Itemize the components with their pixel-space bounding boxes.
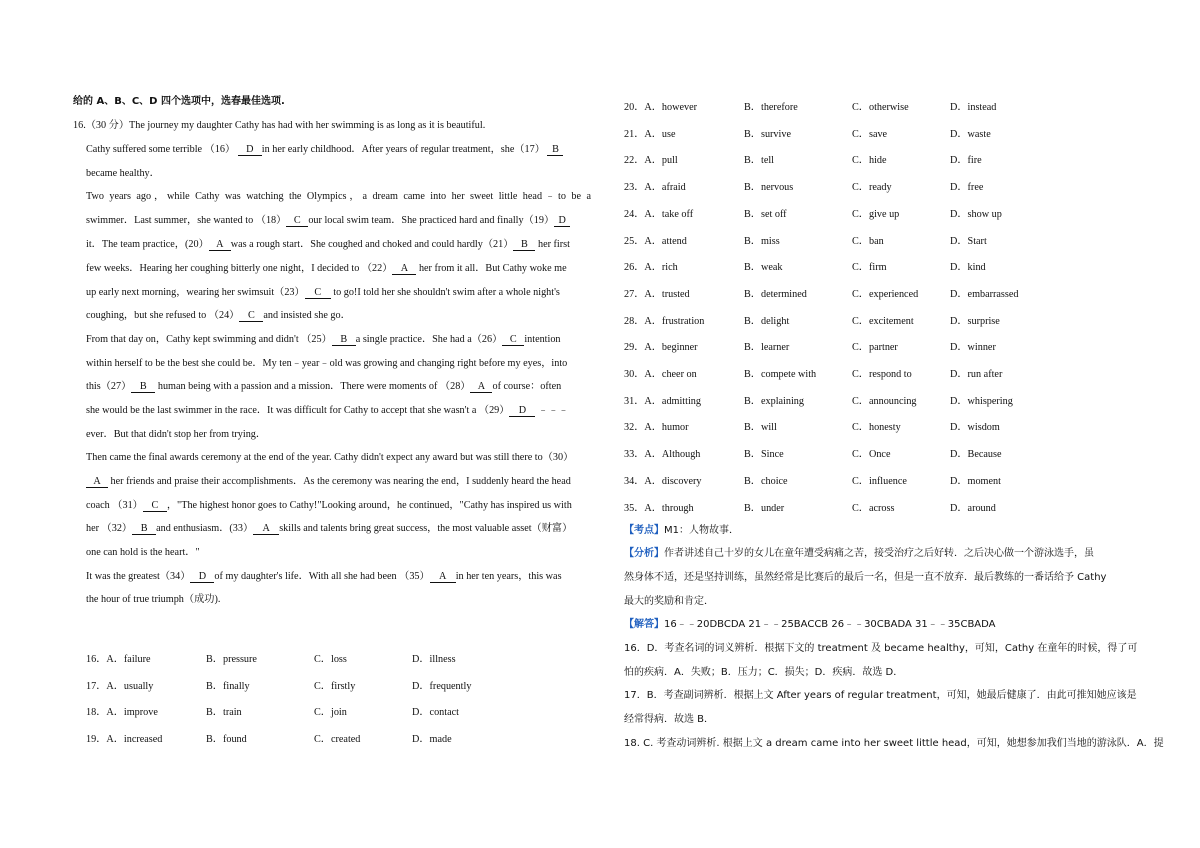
option-row: [624, 285, 1124, 299]
option-row: 16．A．failure B．pressure C．loss D．illness: [86, 654, 456, 665]
passage-line: she would be the last swimmer in the race．It was difficult for Cathy to accept that she wasn't a （29） D ﹣﹣﹣: [86, 405, 569, 416]
option-row: [624, 365, 1124, 379]
option-text: C．experienced: [852, 288, 919, 300]
option-text: C．honesty: [852, 422, 901, 434]
answer-blank: A: [470, 381, 492, 393]
option-text: C．ban: [852, 235, 884, 247]
option-text: 27．A．trusted: [624, 288, 690, 300]
option-text: D．Start: [950, 235, 987, 247]
passage-line: From that day on，Cathy kept swimming and didn't （25） B a single practice．She had a（26） C intention: [86, 334, 561, 345]
option-row: [624, 338, 1124, 352]
explanation-line: 18. C. 考查动词辨析. 根据上文 a dream came into her sweet little head，可知，她想参加我们当地的游泳队．A．提: [624, 738, 1164, 749]
answer-blank: C: [143, 500, 167, 512]
answer-blank: A: [392, 263, 416, 275]
option-row: 17．A．usually B．finally C．firstly D．frequently: [86, 681, 472, 692]
option-row: [624, 499, 1124, 513]
passage-line: it．The team practice，(20） A was a rough start．She coughed and choked and could hardly（21） B her first: [86, 239, 570, 250]
explanation-line: 怕的疾病．A．失败；B．压力；C．损失；D．疾病．故选 D．: [624, 667, 904, 678]
answer-blank: B: [131, 381, 155, 393]
passage-line: Cathy suffered some terrible （16） D in her early childhood．After years of regular treatment，she（17） B: [86, 143, 563, 157]
option-text: C．across: [852, 502, 895, 514]
option-text: 23．A．afraid: [624, 182, 686, 194]
option-text: D．embarrassed: [950, 288, 1019, 300]
jieda-line: 【解答】16﹣﹣20DBCDA 21﹣﹣25BACCB 26﹣﹣30CBADA 31﹣﹣35CBADA: [624, 619, 996, 630]
option-text: 35．A．through: [624, 502, 694, 514]
option-row: [624, 205, 1124, 219]
option-row: [624, 232, 1124, 246]
option-text: C．ready: [852, 182, 892, 194]
question-intro: 16.（30 分）The journey my daughter Cathy has had with her swimming is as long as it is beautiful.: [73, 120, 486, 131]
answer-blank: A: [86, 476, 108, 488]
option-text: 24．A．take off: [624, 208, 694, 220]
option-text: 30．A．cheer on: [624, 369, 697, 380]
passage-line: within herself to be the best she could be．My ten﹣year﹣old was growing and changing right before my eyes，into: [86, 358, 568, 369]
answer-blank: D: [238, 144, 262, 156]
option-row: 19．A．increased B．found C．created D．made: [86, 734, 452, 745]
option-text: 21．A．use: [624, 128, 676, 140]
option-text: D．run after: [950, 369, 1003, 380]
option-text: B．nervous: [744, 182, 794, 194]
option-text: B．set off: [744, 208, 787, 220]
option-text: B．determined: [744, 288, 807, 300]
option-text: B．survive: [744, 128, 791, 140]
passage-line: became healthy．: [86, 168, 160, 179]
explanation-line: 16．D．考查名词的词义辨析．根据下文的 treatment 及 became healthy，可知，Cathy 在童年的时候，得了可: [624, 643, 1138, 654]
answer-blank: D: [554, 215, 570, 227]
answer-blank: A: [253, 523, 279, 535]
option-text: D．show up: [950, 208, 1002, 220]
option-text: D．surprise: [950, 315, 1000, 327]
instruction: 给的 A、B、C、D 四个选项中，选春最佳选项.: [73, 96, 285, 107]
option-row: [624, 125, 1124, 139]
option-row: [624, 392, 1124, 406]
kaodian-tag: 【考点】: [624, 525, 664, 536]
option-text: C．announcing: [852, 395, 917, 407]
option-text: C．otherwise: [852, 102, 909, 113]
answer-blank: A: [430, 571, 456, 583]
passage-line: the hour of true triumph（成功).: [86, 594, 221, 605]
option-text: 20．A．however: [624, 102, 697, 113]
option-row: [624, 151, 1124, 165]
option-text: D．Because: [950, 449, 1002, 461]
option-text: B．tell: [744, 155, 774, 167]
option-text: D．wisdom: [950, 422, 1000, 434]
jieda-tag: 【解答】: [624, 619, 664, 630]
answer-blank: B: [513, 239, 535, 251]
option-text: D．whispering: [950, 395, 1013, 407]
answer-blank: B: [132, 523, 156, 535]
option-row: [624, 98, 1124, 112]
option-text: D．winner: [950, 342, 996, 354]
option-text: D．free: [950, 182, 984, 194]
passage-line: her （32） B and enthusiasm．(33） A skills and talents bring great success，the most valuable asset（财富）: [86, 523, 573, 534]
option-text: D．fire: [950, 155, 982, 167]
option-text: D．moment: [950, 475, 1001, 487]
option-row: [624, 445, 1124, 459]
option-text: B．miss: [744, 235, 780, 247]
option-text: C．firm: [852, 262, 887, 274]
option-text: 32．A．humor: [624, 422, 689, 434]
answer-blank: D: [190, 571, 214, 583]
option-text: B．delight: [744, 315, 790, 327]
passage-line: this（27） B human being with a passion and a mission．There were moments of （28） A of course：often: [86, 381, 562, 392]
option-text: D．around: [950, 502, 996, 514]
kaodian-line: 【考点】M1：人物故事．: [624, 525, 739, 536]
passage-line: It was the greatest（34） D of my daughter's life．With all she had been （35） A in her ten years，this was: [86, 571, 562, 582]
option-row: [624, 178, 1124, 192]
fenxi-line: 然身体不适，还是坚持训练，虽然经常是比赛后的最后一名，但是一直不放弃．最后教练的一番话给予 Cathy: [624, 572, 1107, 583]
passage-line: Two years ago，while Cathy was watching the Olympics，a dream came into her sweet little head﹣to be a: [86, 191, 591, 202]
answer-blank: C: [502, 334, 524, 346]
option-text: B．Since: [744, 449, 784, 461]
fenxi-line: 【分析】作者讲述自己十岁的女儿在童年遭受病痛之苦，接受治疗之后好转．之后决心做一个游泳选手，虽: [624, 548, 1094, 559]
passage-line: swimmer．Last summer，she wanted to （18） C our local swim team．She practiced hard and finally（19） D: [86, 214, 570, 228]
passage-line: coughing，but she refused to （24） C and insisted she go．: [86, 310, 351, 321]
answer-blank: D: [509, 405, 535, 417]
answer-blank: C: [239, 310, 263, 322]
option-text: B．weak: [744, 262, 783, 274]
passage-line: up early next morning，wearing her swimsuit（23） C to go!I told her she shouldn't swim after a whole night's: [86, 287, 560, 298]
option-text: 29．A．beginner: [624, 342, 698, 354]
option-text: 31．A．admitting: [624, 395, 701, 407]
option-row: 18．A．improve B．train C．join D．contact: [86, 707, 459, 718]
option-text: C．Once: [852, 449, 891, 461]
option-text: C．hide: [852, 155, 887, 167]
option-text: 26．A．rich: [624, 262, 678, 274]
option-text: C．save: [852, 128, 888, 140]
passage-line: coach （31） C ，"The highest honor goes to Cathy!"Looking around，he continued，"Cathy has inspired us with: [86, 500, 572, 511]
option-text: B．learner: [744, 342, 790, 354]
option-text: C．give up: [852, 208, 900, 220]
option-row: [624, 312, 1124, 326]
explanation-line: 17．B．考查副词辨析．根据上文 After years of regular treatment，可知，她最后健康了．由此可推知她应该是: [624, 690, 1137, 701]
answer-blank: B: [332, 334, 356, 346]
option-text: C．respond to: [852, 369, 912, 380]
passage-line: ever．But that didn't stop her from trying．: [86, 429, 267, 440]
option-row: [624, 258, 1124, 272]
passage-line: A her friends and praise their accomplishments．As the ceremony was nearing the end，I suddenly heard the head: [86, 475, 571, 489]
option-text: C．influence: [852, 475, 907, 487]
option-text: 34．A．discovery: [624, 475, 702, 487]
option-text: D．waste: [950, 128, 991, 140]
option-text: B．choice: [744, 475, 788, 487]
explanation-line: 经常得病．故选 B．: [624, 714, 715, 725]
option-text: B．therefore: [744, 102, 798, 113]
answer-blank: A: [209, 239, 231, 251]
option-text: C．partner: [852, 342, 898, 354]
answer-blank: C: [305, 287, 331, 299]
answer-blank: B: [547, 144, 563, 156]
passage-line: one can hold is the heart．": [86, 547, 200, 558]
option-text: B．compete with: [744, 369, 817, 380]
fenxi-line: 最大的奖励和肯定．: [624, 596, 714, 607]
option-text: 22．A．pull: [624, 155, 678, 167]
option-text: 28．A．frustration: [624, 315, 705, 327]
passage-line: Then came the final awards ceremony at the end of the year. Cathy didn't expect any award but was still there to（30）: [86, 452, 574, 463]
option-text: D．kind: [950, 262, 986, 274]
option-text: 33．A．Although: [624, 449, 701, 461]
option-text: D．instead: [950, 102, 997, 113]
option-text: B．will: [744, 422, 777, 434]
option-text: 25．A．attend: [624, 235, 687, 247]
option-text: B．explaining: [744, 395, 804, 407]
passage-line: few weeks．Hearing her coughing bitterly one night，I decided to （22） A her from it all．But Cathy woke me: [86, 263, 567, 274]
option-row: [624, 472, 1124, 486]
fenxi-tag: 【分析】: [624, 548, 664, 559]
option-row: [624, 418, 1124, 432]
answer-blank: C: [286, 215, 308, 227]
option-text: C．excitement: [852, 315, 914, 327]
option-text: B．under: [744, 502, 785, 514]
